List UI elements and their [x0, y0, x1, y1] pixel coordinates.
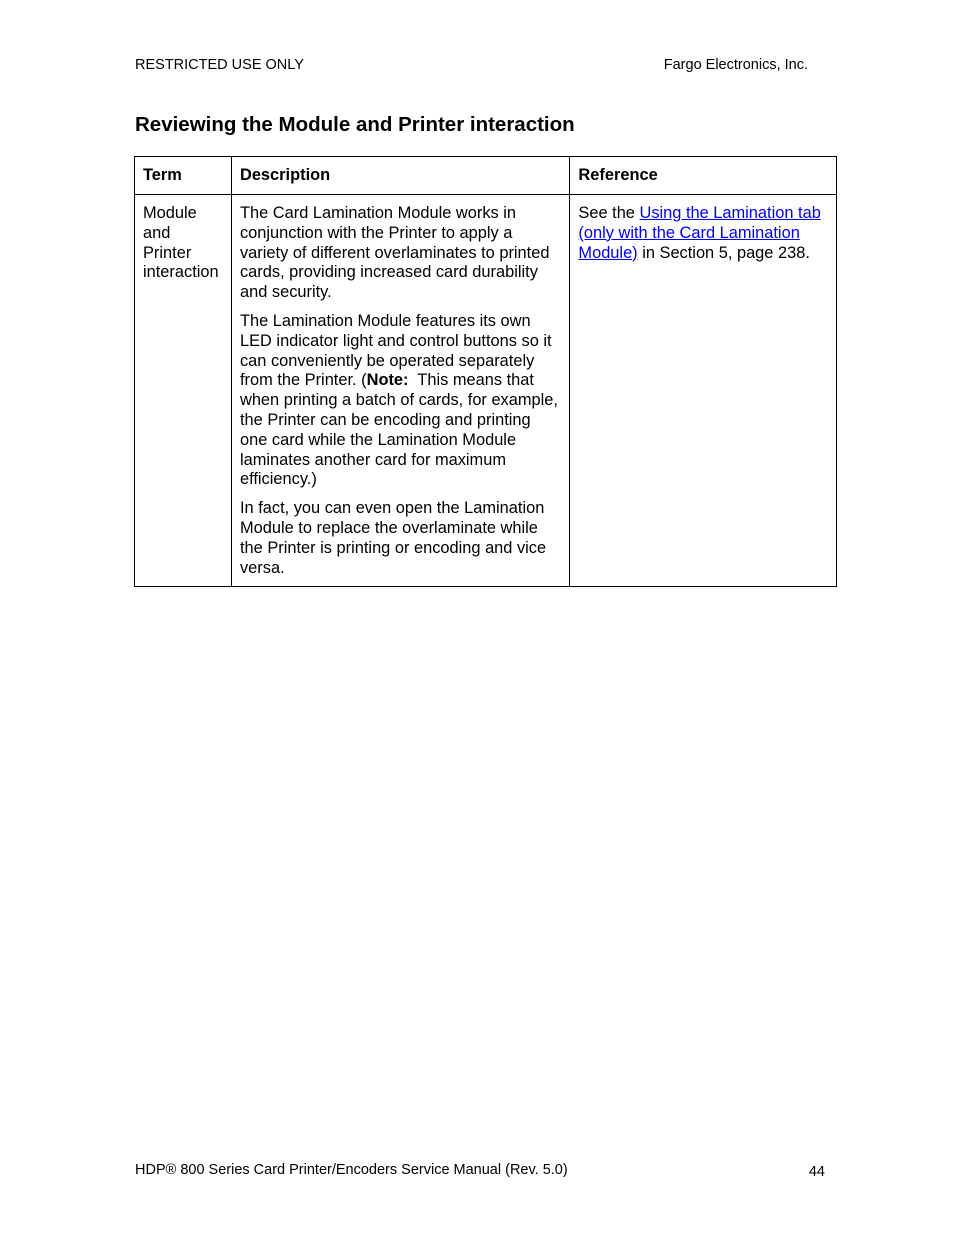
description-paragraph-2 — [240, 312, 561, 490]
footer-page-number: 44 — [808, 1164, 825, 1180]
header-company-name: Fargo Electronics, Inc. — [663, 57, 808, 73]
term-cell: Module and Printer interaction — [135, 195, 232, 587]
table-row — [135, 195, 837, 587]
column-header-term: Term — [135, 157, 232, 195]
column-header-reference: Reference — [570, 157, 837, 195]
header-restricted-notice: RESTRICTED USE ONLY — [135, 57, 304, 73]
column-header-description: Description — [231, 157, 569, 195]
note-label: Note: — [366, 371, 409, 390]
lamination-tab-link[interactable]: Using the Lamination tab (only with the Card Lamination Module) — [578, 204, 821, 262]
reference-suffix: in Section 5, page 238. — [637, 243, 810, 262]
description-paragraph-3: In fact, you can even open the Lamination Module to replace the overlaminate while the Printer is printing or encoding and vice versa. — [239, 499, 547, 577]
table-header-row — [135, 157, 837, 195]
description-cell — [231, 195, 569, 587]
section-title: Reviewing the Module and Printer interaction — [135, 113, 575, 136]
description-paragraph-1: The Card Lamination Module works in conjunction with the Printer to apply a variety of different overlaminates to printed cards, providing increased card durability and security. — [239, 204, 550, 302]
description-text: This means that when printing a batch of cards, for example, the Printer can be encoding and printing one card while the Lamination Module laminates another card for maximum efficiency.) — [239, 371, 563, 489]
reference-prefix: See the — [578, 204, 640, 222]
term-table — [134, 156, 837, 587]
description-text: The Lamination Module features its own LED indicator light and control buttons so it can conveniently be operated separately from the Printer. ( — [239, 311, 552, 390]
reference-cell — [570, 195, 837, 587]
footer-manual-title: HDP® 800 Series Card Printer/Encoders Service Manual (Rev. 5.0) — [135, 1162, 568, 1178]
reference-text — [578, 204, 828, 263]
